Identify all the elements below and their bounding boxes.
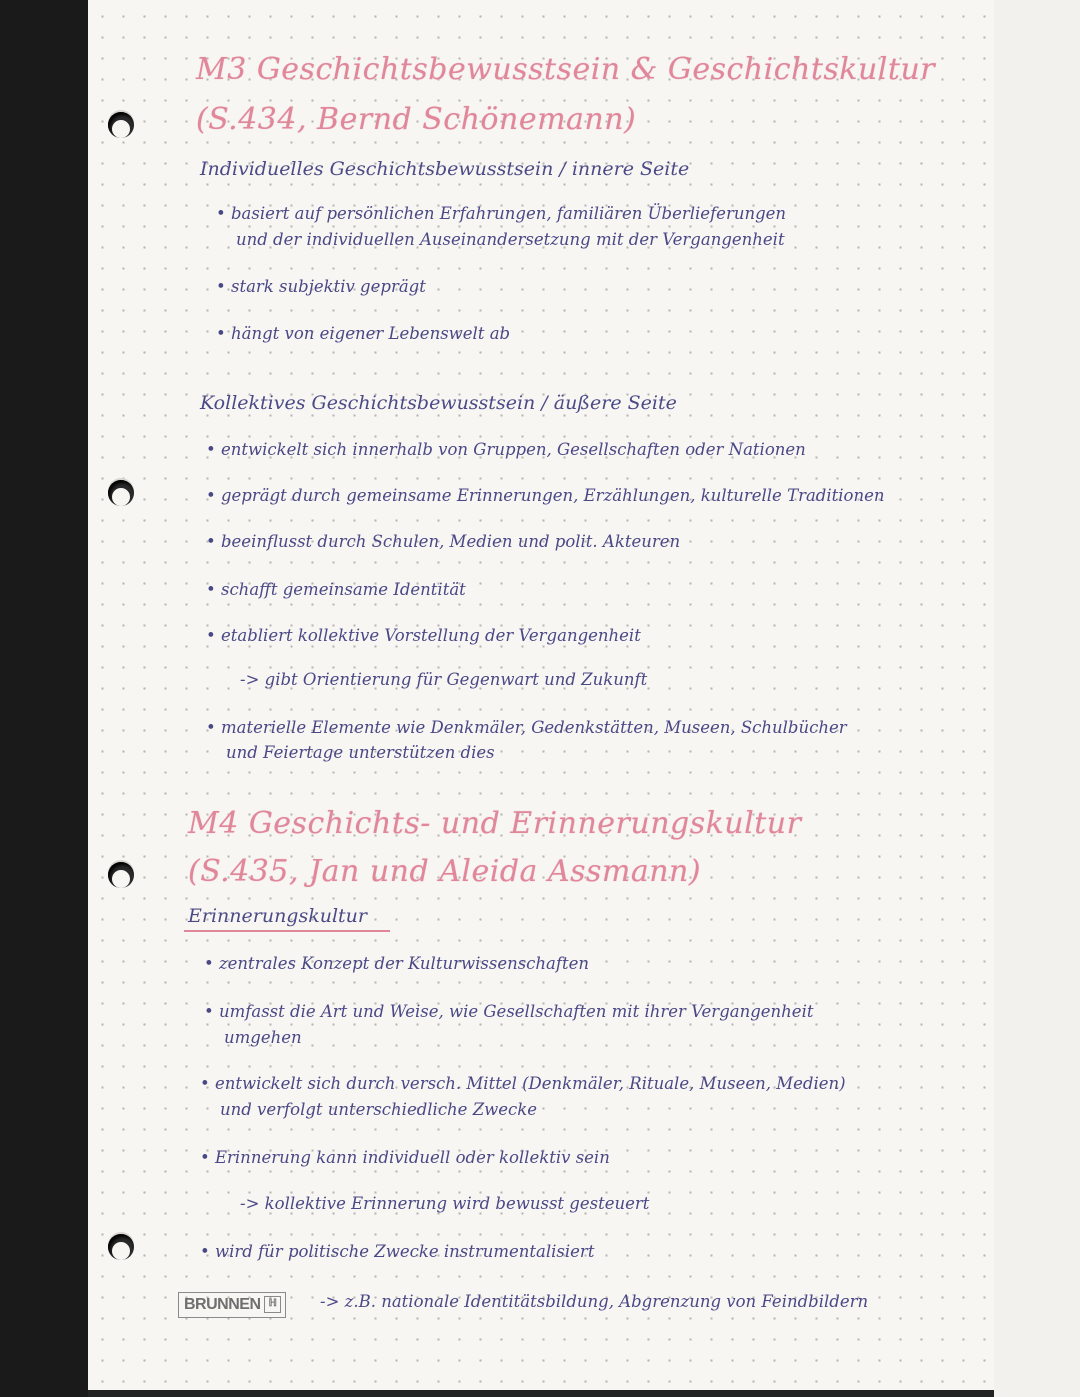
notebook-page (88, 0, 994, 1390)
note-line: • wird für politische Zwecke instrumentalisiert (200, 1242, 595, 1261)
note-line: -> z.B. nationale Identitätsbildung, Abgrenzung von Feindbildern (320, 1292, 869, 1311)
note-line: und verfolgt unterschiedliche Zwecke (220, 1100, 538, 1119)
brunnen-logo-icon: ℍ (264, 1296, 281, 1313)
note-line: • entwickelt sich innerhalb von Gruppen, Gesellschaften oder Nationen (206, 440, 806, 459)
section-heading-m4: M4 Geschichts- und Erinnerungskultur (188, 806, 802, 841)
punch-hole-icon (108, 862, 134, 888)
note-line: • zentrales Konzept der Kulturwissenschaften (204, 954, 590, 973)
note-line: -> kollektive Erinnerung wird bewusst gesteuert (240, 1194, 650, 1213)
punch-hole-icon (108, 480, 134, 506)
subheading-erinnerungskultur: Erinnerungskultur (188, 905, 367, 927)
note-line: • etabliert kollektive Vorstellung der Vergangenheit (206, 626, 641, 645)
subheading-underline (184, 930, 390, 932)
note-line: • materielle Elemente wie Denkmäler, Gedenkstätten, Museen, Schulbücher (206, 718, 847, 737)
brand-logo (178, 1292, 286, 1318)
section-source-m4: (S.435, Jan und Aleida Assmann) (188, 854, 702, 889)
note-line: und Feiertage unterstützen dies (226, 743, 495, 762)
punch-hole-icon (108, 1234, 134, 1260)
note-line: • beeinflusst durch Schulen, Medien und polit. Akteuren (206, 532, 681, 551)
brand-name: BRUNNEN (184, 1296, 261, 1313)
note-line: umgehen (224, 1028, 302, 1047)
section-heading-m3: M3 Geschichtsbewusstsein & Geschichtskultur (196, 52, 936, 87)
note-line: • Erinnerung kann individuell oder kollektiv sein (200, 1148, 610, 1167)
subheading-collective: Kollektives Geschichtsbewusstsein / äußere Seite (200, 392, 677, 414)
note-line: • entwickelt sich durch versch. Mittel (Denkmäler, Rituale, Museen, Medien) (200, 1074, 846, 1093)
note-line: • schafft gemeinsame Identität (206, 580, 466, 599)
page-edge (88, 1390, 994, 1397)
note-line: • stark subjektiv geprägt (216, 277, 426, 296)
note-line: und der individuellen Auseinandersetzung mit der Vergangenheit (236, 230, 785, 249)
section-source-m3: (S.434, Bernd Schönemann) (196, 102, 637, 137)
punch-hole-icon (108, 112, 134, 138)
background-surface (994, 0, 1080, 1397)
note-line: • geprägt durch gemeinsame Erinnerungen, Erzählungen, kulturelle Traditionen (206, 486, 885, 505)
note-line: • hängt von eigener Lebenswelt ab (216, 324, 511, 343)
note-line: -> gibt Orientierung für Gegenwart und Zukunft (240, 670, 648, 689)
note-line: • umfasst die Art und Weise, wie Gesellschaften mit ihrer Vergangenheit (204, 1002, 814, 1021)
note-line: • basiert auf persönlichen Erfahrungen, familiären Überlieferungen (216, 204, 787, 223)
subheading-individual: Individuelles Geschichtsbewusstsein / innere Seite (200, 158, 690, 180)
